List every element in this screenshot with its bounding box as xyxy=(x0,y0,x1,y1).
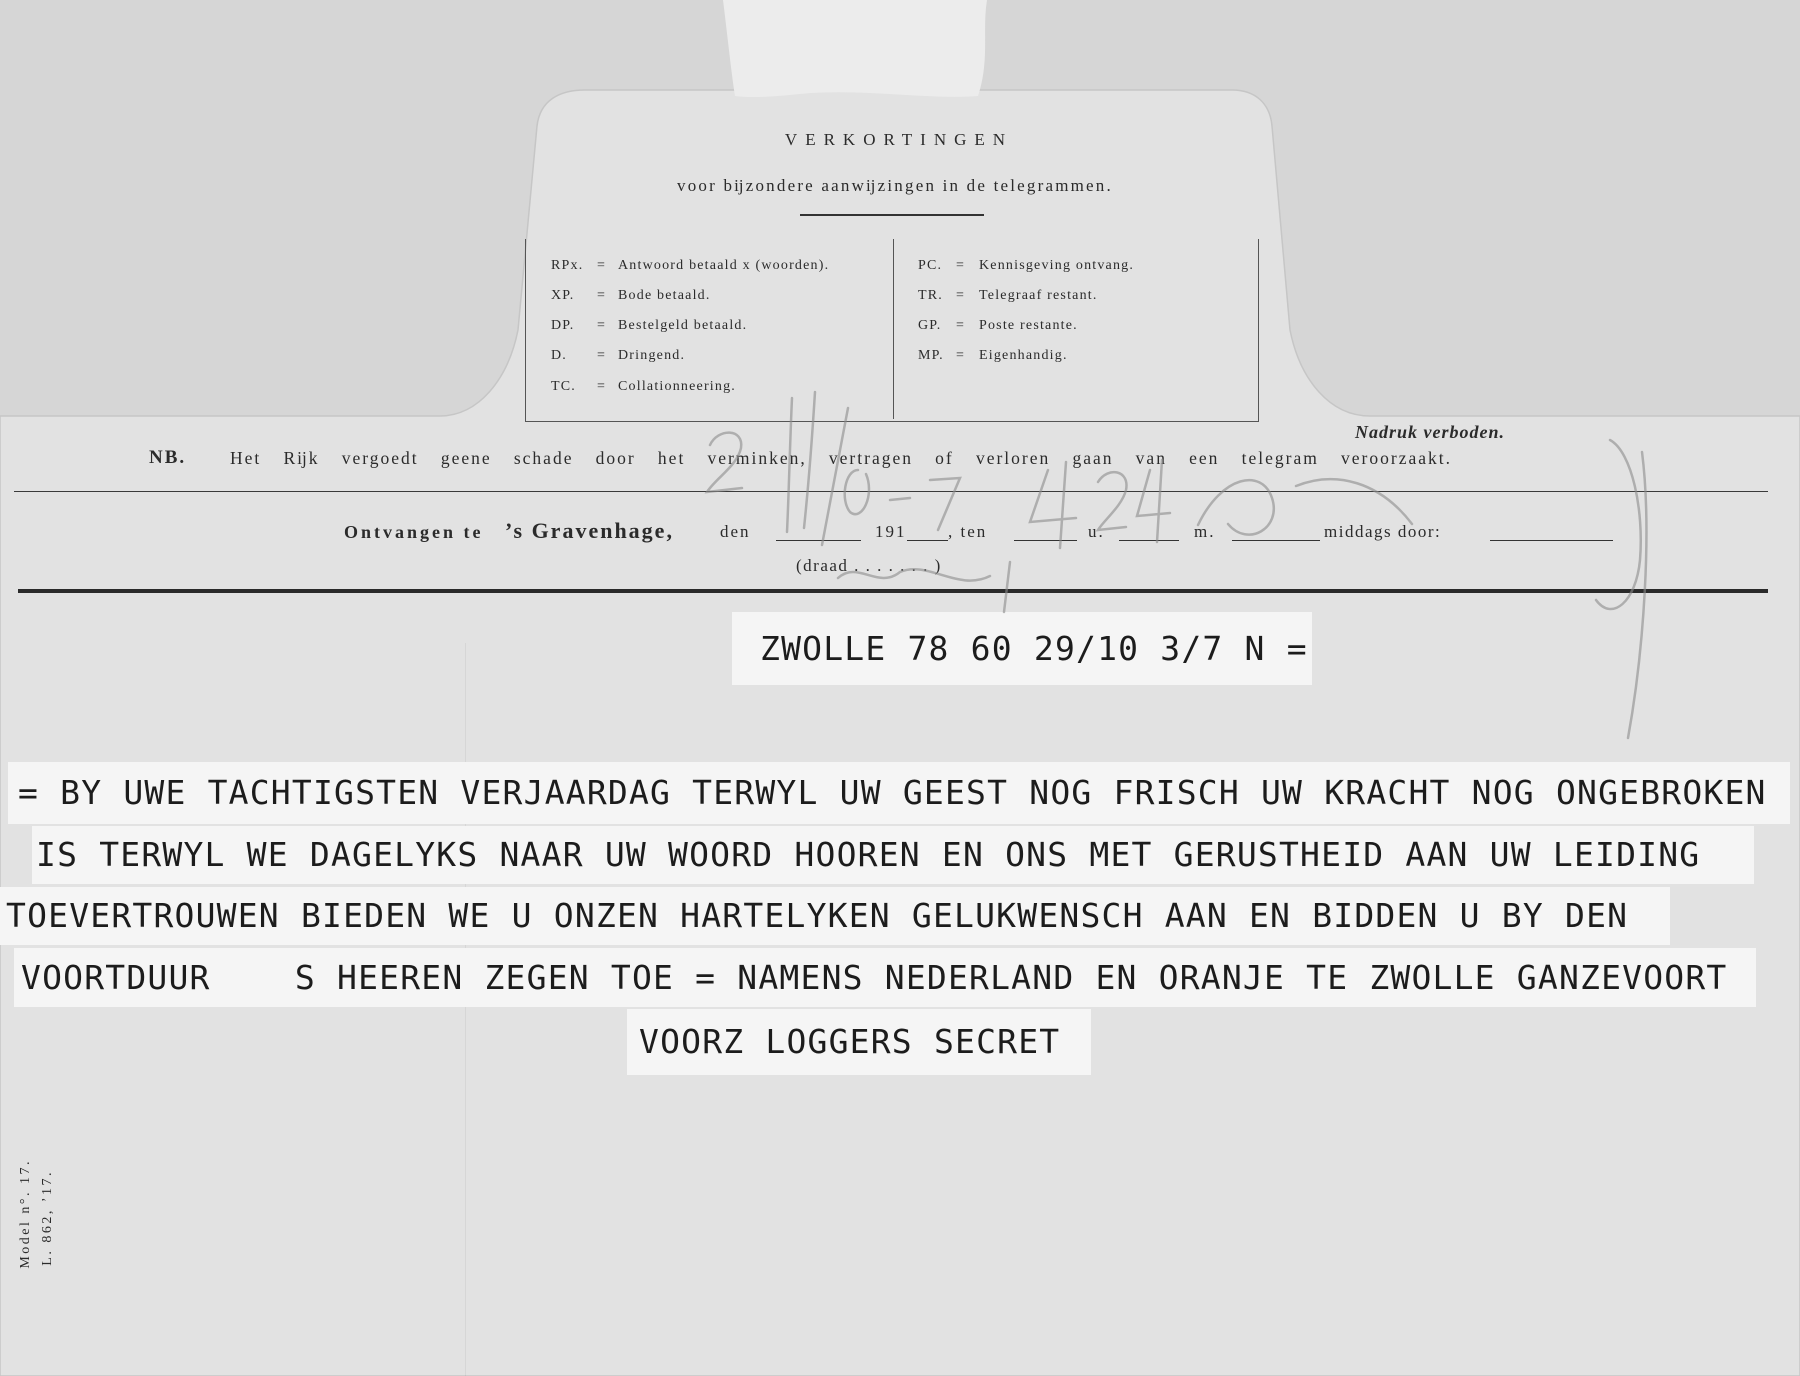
abbreviation-meaning: Antwoord betaald x (woorden). xyxy=(618,258,830,273)
form-separator-rule xyxy=(18,589,1768,593)
abbreviation-row xyxy=(551,314,747,338)
abbreviation-code: PC. xyxy=(918,258,943,273)
abbreviation-row xyxy=(551,344,685,368)
abbreviation-row xyxy=(918,344,1068,368)
abbreviation-equals: = xyxy=(597,348,607,363)
abbreviation-equals: = xyxy=(956,348,966,363)
minutes-blank xyxy=(1119,540,1179,541)
liability-notice: Het Rĳk vergoedt geene schade door het verminken, vertragen of verloren gaan van een telegram veroorzaakt. xyxy=(230,448,1452,468)
abbreviation-code: MP. xyxy=(918,348,944,363)
telegram-line: TOEVERTROUWEN BIEDEN WE U ONZEN HARTELYKEN GELUKWENSCH AAN EN BIDDEN U BY DEN xyxy=(0,887,1670,945)
table-border-right xyxy=(1258,239,1259,422)
abbreviation-meaning: Kennisgeving ontvang. xyxy=(979,258,1135,273)
form-outline xyxy=(0,90,1800,1376)
table-divider xyxy=(893,239,894,419)
telegram-line: IS TERWYL WE DAGELYKS NAAR UW WOORD HOOREN EN ONS MET GERUSTHEID AAN UW LEIDING xyxy=(32,826,1754,884)
minutes-label: m. xyxy=(1194,522,1216,541)
period-blank xyxy=(1232,540,1320,541)
abbreviation-code: RPx. xyxy=(551,258,584,273)
abbreviation-meaning: Poste restante. xyxy=(979,318,1078,333)
abbreviation-equals: = xyxy=(597,379,607,394)
abbreviation-equals: = xyxy=(956,258,966,273)
reprint-notice: Nadruk verboden. xyxy=(1355,422,1505,442)
header-rule xyxy=(14,491,1768,492)
abbreviation-code: GP. xyxy=(918,318,942,333)
abbreviation-meaning: Bode betaald. xyxy=(618,288,711,303)
abbreviation-equals: = xyxy=(597,288,607,303)
abbreviation-row xyxy=(551,284,711,308)
abbreviation-code: DP. xyxy=(551,318,575,333)
abbreviation-row xyxy=(918,284,1098,308)
received-place: ’s Gravenhage, xyxy=(505,518,674,543)
abbreviation-code: TR. xyxy=(918,288,943,303)
abbreviation-equals: = xyxy=(956,288,966,303)
nb-label: NB. xyxy=(149,447,187,468)
table-border-bottom xyxy=(525,421,1259,422)
abbreviation-code: XP. xyxy=(551,288,575,303)
wire-label: (draad . . . . . . . ) xyxy=(796,556,942,575)
telegram-preamble-strip: ZWOLLE 78 60 29/10 3/7 N = xyxy=(732,612,1312,685)
date-label: den xyxy=(720,522,751,541)
abbreviation-row xyxy=(551,375,736,399)
year-blank xyxy=(907,540,948,541)
date-blank xyxy=(776,540,861,541)
abbreviation-code: TC. xyxy=(551,379,576,394)
table-border-left xyxy=(525,239,526,422)
paper-fold-line xyxy=(465,643,466,1376)
abbreviation-equals: = xyxy=(597,258,607,273)
telegram-line: VOORZ LOGGERS SECRET xyxy=(627,1009,1091,1075)
abbreviations-title: VERKORTINGEN xyxy=(784,130,1014,149)
telegram-line: = BY UWE TACHTIGSTEN VERJAARDAG TERWYL UW GEEST NOG FRISCH UW KRACHT NOG ONGEBROKEN xyxy=(8,762,1790,824)
abbreviation-equals: = xyxy=(956,318,966,333)
abbreviations-subtitle: voor bĳzondere aanwĳzingen in de telegrammen. xyxy=(677,176,1113,195)
period-label: middags door: xyxy=(1324,522,1442,541)
abbreviation-meaning: Dringend. xyxy=(618,348,686,363)
title-rule xyxy=(800,214,984,216)
abbreviation-row xyxy=(918,254,1134,278)
telegram-line: VOORTDUUR S HEEREN ZEGEN TOE = NAMENS NEDERLAND EN ORANJE TE ZWOLLE GANZEVOORT xyxy=(14,948,1756,1007)
torn-paper-fragment xyxy=(723,0,987,97)
form-print-reference: L. 862, ’17. xyxy=(40,1170,55,1266)
abbreviation-meaning: Bestelgeld betaald. xyxy=(618,318,748,333)
hours-label: u. xyxy=(1088,522,1105,541)
operator-blank xyxy=(1490,540,1613,541)
year-prefix: 191 xyxy=(875,522,907,541)
hours-blank xyxy=(1014,540,1077,541)
received-label: Ontvangen te xyxy=(344,522,484,542)
abbreviation-meaning: Eigenhandig. xyxy=(979,348,1068,363)
abbreviation-meaning: Telegraaf restant. xyxy=(979,288,1098,303)
abbreviation-row xyxy=(918,314,1078,338)
time-label: , ten xyxy=(948,522,988,541)
abbreviation-row xyxy=(551,254,829,278)
abbreviation-equals: = xyxy=(597,318,607,333)
form-model-number: Model n°. 17. xyxy=(18,1159,33,1269)
abbreviation-meaning: Collationneering. xyxy=(618,379,736,394)
abbreviation-code: D. xyxy=(551,348,568,363)
